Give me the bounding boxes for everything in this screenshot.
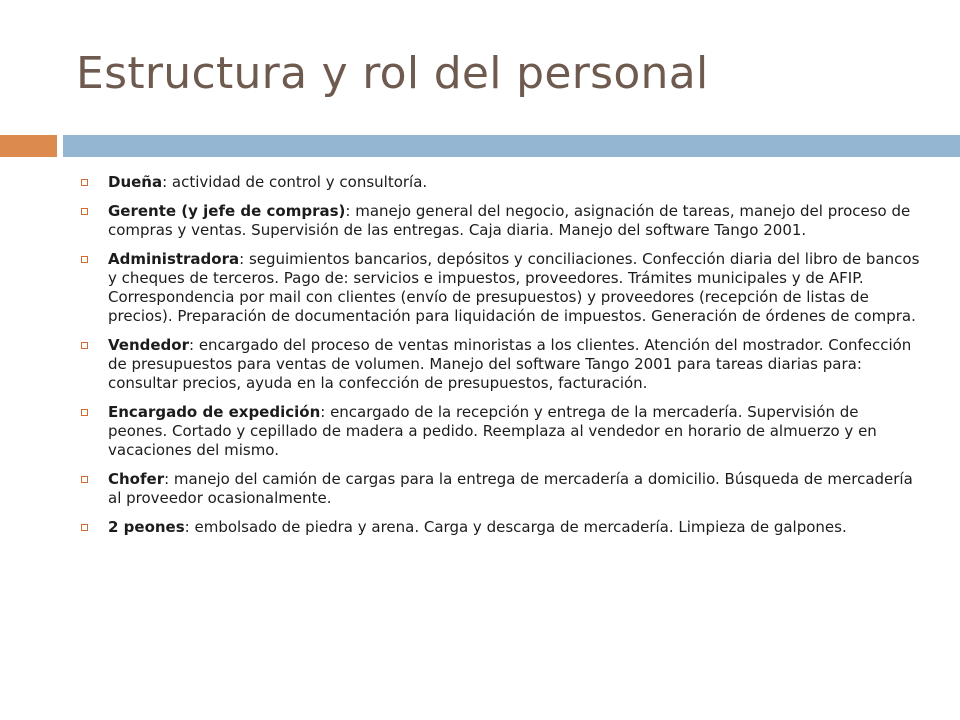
role-description: : manejo general del negocio, asignación de tareas, manejo del proceso de compras y ventas. Supervisión de las entregas. Caja diaria. Manejo del software Tango 2001.	[108, 202, 911, 239]
role-name: Encargado de expedición	[108, 403, 321, 421]
staff-role-list	[76, 173, 922, 547]
role-description: : seguimientos bancarios, depósitos y conciliaciones. Confección diaria del libro de bancos y cheques de terceros. Pago de: servicios e impuestos, proveedores. Trámites municipales y de AFIP. Correspondencia por mail con clientes (envío de presupuestos) y proveedores (recepción de listas de precios). Preparación de documentación para liquidación de impuestos. Generación de órdenes de compra.	[108, 250, 920, 325]
role-name: Vendedor	[108, 336, 189, 354]
role-name: Chofer	[108, 470, 165, 488]
list-item	[76, 403, 922, 460]
hollow-square-bullet-icon	[81, 476, 88, 483]
role-name: 2 peones	[108, 518, 185, 536]
hollow-square-bullet-icon	[81, 409, 88, 416]
list-item	[76, 173, 922, 192]
hollow-square-bullet-icon	[81, 524, 88, 531]
role-name: Dueña	[108, 173, 163, 191]
list-item	[76, 202, 922, 240]
role-name: Gerente (y jefe de compras)	[108, 202, 346, 220]
hollow-square-bullet-icon	[81, 208, 88, 215]
role-description: : encargado de la recepción y entrega de la mercadería. Supervisión de peones. Cortado y cepillado de madera a pedido. Reemplaza al vendedor en horario de almuerzo y en vacaciones del mismo.	[108, 403, 877, 459]
role-name: Administradora	[108, 250, 240, 268]
list-item	[76, 470, 922, 508]
role-description: : encargado del proceso de ventas minoristas a los clientes. Atención del mostrador. Confección de presupuestos para ventas de volumen. Manejo del software Tango 2001 para tareas diarias para: consultar precios, ayuda en la confección de presupuestos, facturación.	[108, 336, 912, 392]
list-item	[76, 250, 922, 326]
slide-title: Estructura y rol del personal	[76, 48, 709, 99]
role-description: : actividad de control y consultoría.	[162, 173, 428, 191]
role-description: : embolsado de piedra y arena. Carga y descarga de mercadería. Limpieza de galpones.	[184, 518, 847, 536]
accent-bar-orange	[0, 135, 57, 157]
accent-bar-blue	[63, 135, 960, 157]
list-item	[76, 336, 922, 393]
hollow-square-bullet-icon	[81, 342, 88, 349]
hollow-square-bullet-icon	[81, 179, 88, 186]
role-description: : manejo del camión de cargas para la entrega de mercadería a domicilio. Búsqueda de mercadería al proveedor ocasionalmente.	[108, 470, 913, 507]
hollow-square-bullet-icon	[81, 256, 88, 263]
list-item	[76, 518, 922, 537]
